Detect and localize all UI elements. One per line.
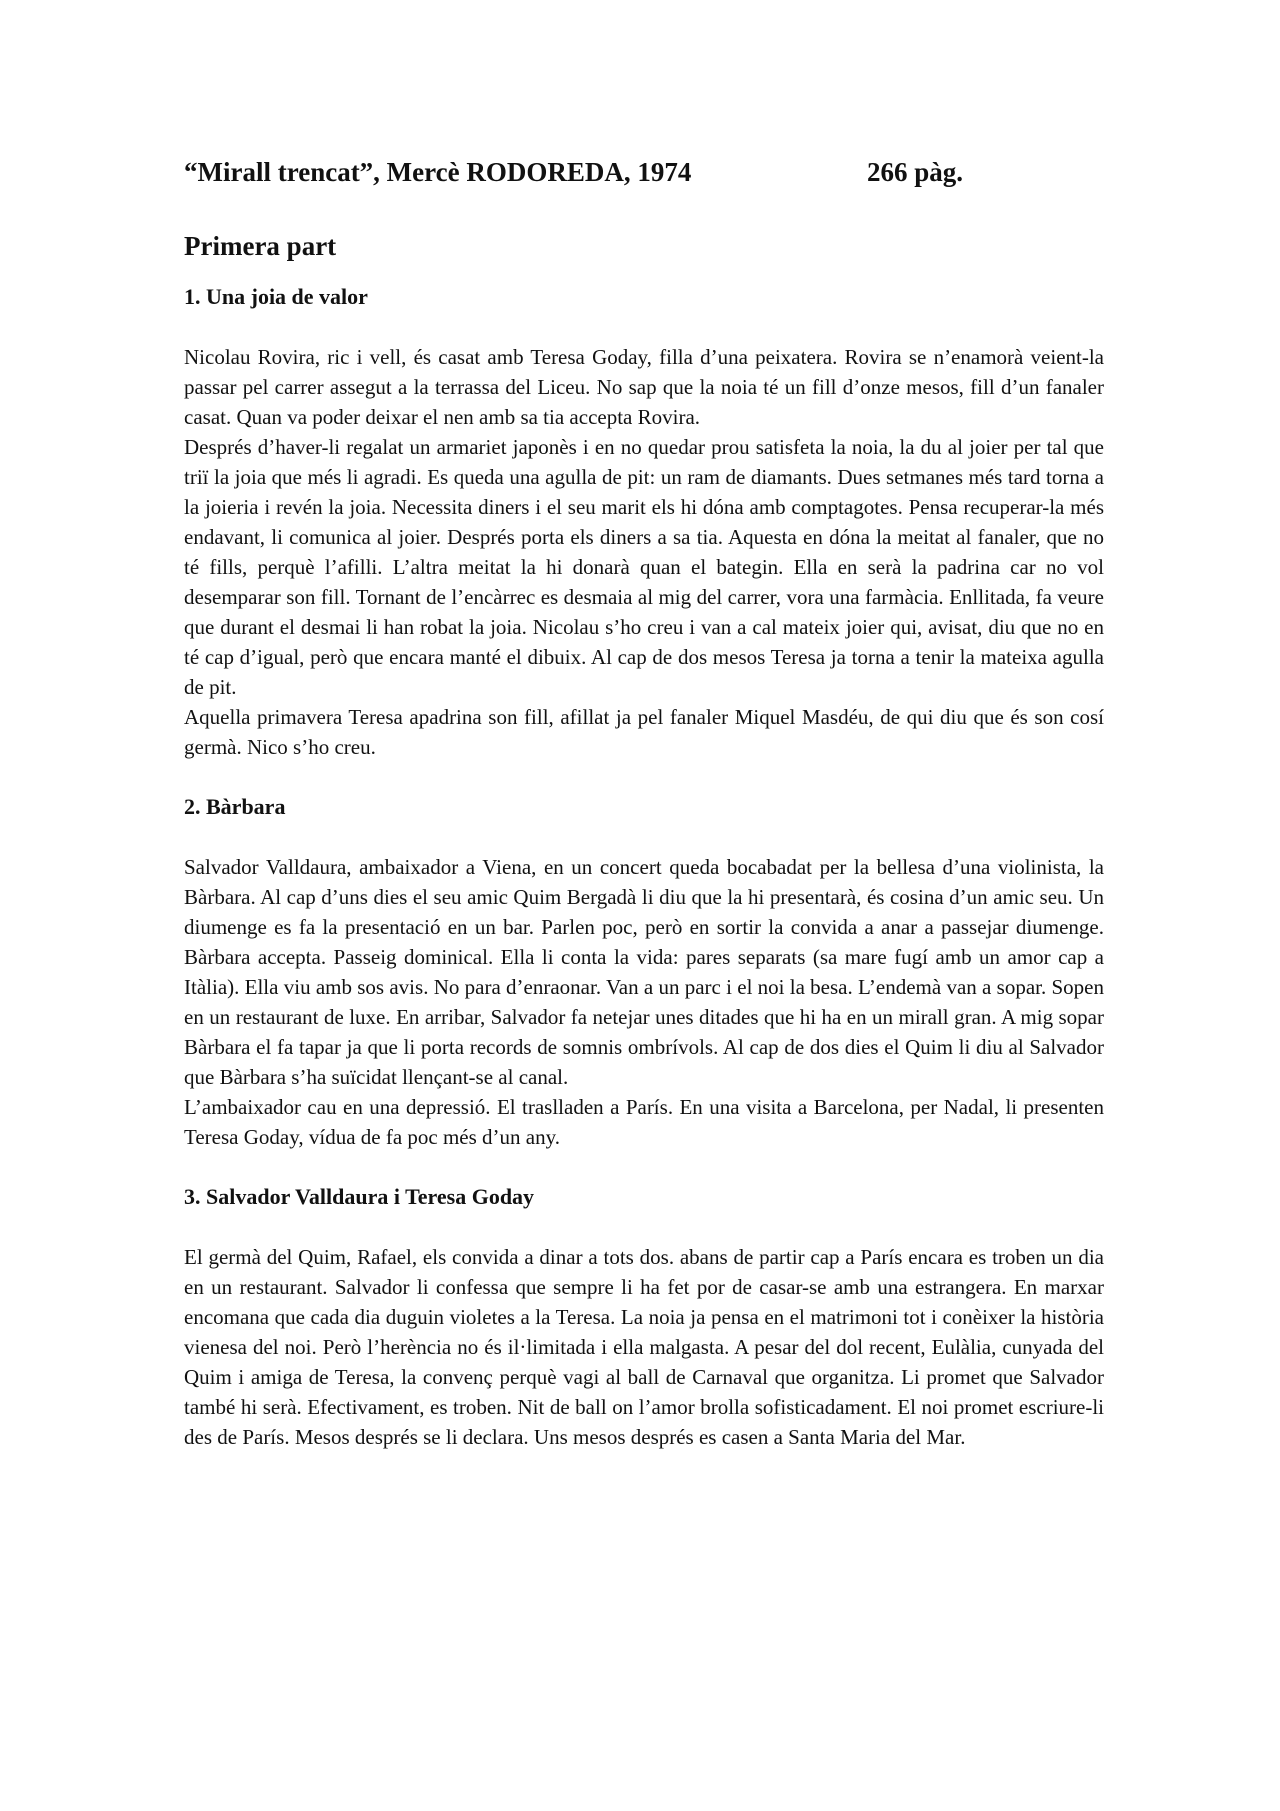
paragraph: Aquella primavera Teresa apadrina son fill, afillat ja pel fanaler Miquel Masdéu, de qui diu que és son cosí germà. Nico s’ho creu. bbox=[184, 705, 1104, 759]
chapter-heading: 1. Una joia de valor bbox=[184, 284, 368, 309]
chapter-body bbox=[184, 852, 1104, 1152]
document-header bbox=[184, 154, 1104, 190]
chapter-body bbox=[184, 1242, 1104, 1452]
document-page bbox=[184, 154, 1104, 1452]
paragraph: Nicolau Rovira, ric i vell, és casat amb Teresa Goday, filla d’una peixatera. Rovira se n’enamorà veient-la passar pel carrer assegut a la terrassa del Liceu. No sap que la noia té un fill d’onze mesos, fill d’un fanaler casat. Quan va poder deixar el nen amb sa tia accepta Rovira. bbox=[184, 345, 1104, 429]
paragraph: El germà del Quim, Rafael, els convida a dinar a tots dos. abans de partir cap a París encara es troben un dia en un restaurant. Salvador li confessa que sempre li ha fet por de casar-se amb una estrangera. En marxar encomana que cada dia duguin violetes a la Teresa. La noia ja pensa en el matrimoni tot i conèixer la història vienesa del noi. Però l’herència no és il·limitada i ella malgasta. A pesar del dol recent, Eulàlia, cunyada del Quim i amiga de Teresa, la convenç perquè vagi al ball de Carnaval que organitza. Li promet que Salvador també hi serà. Efectivament, es troben. Nit de ball on l’amor brolla sofisticadament. El noi promet escriure-li des de París. Mesos després se li declara. Uns mesos després es casen a Santa Maria del Mar. bbox=[184, 1245, 1104, 1449]
paragraph: L’ambaixador cau en una depressió. El traslladen a París. En una visita a Barcelona, per Nadal, li presenten Teresa Goday, vídua de fa poc més d’un any. bbox=[184, 1095, 1104, 1149]
chapter-heading: 3. Salvador Valldaura i Teresa Goday bbox=[184, 1184, 535, 1209]
paragraph: Després d’haver-li regalat un armariet japonès i en no quedar prou satisfeta la noia, la du al joier per tal que triï la joia que més li agradi. Es queda una agulla de pit: un ram de diamants. Dues setmanes més tard torna a la joieria i revén la joia. Necessita diners i el seu marit els hi dóna amb comptagotes. Pensa recuperar-la més endavant, li comunica al joier. Després porta els diners a sa tia. Aquesta en dóna la meitat al fanaler, que no té fills, perquè l’afilli. L’altra meitat la hi donarà quan el bategin. Ella en serà la padrina car no vol desemparar son fill. Tornant de l’encàrrec es desmaia al mig del carrer, vora una farmàcia. Enllitada, fa veure que durant el desmai li han robat la joia. Nicolau s’ho creu i van a cal mateix joier qui, avisat, diu que no en té cap d’igual, però que encara manté el dibuix. Al cap de dos mesos Teresa ja torna a tenir la mateixa agulla de pit. bbox=[184, 435, 1104, 699]
chapter-3 bbox=[184, 1182, 1104, 1452]
chapter-2 bbox=[184, 792, 1104, 1152]
part-heading: Primera part bbox=[184, 231, 337, 261]
page-count: 266 pàg. bbox=[867, 157, 964, 187]
book-title: “Mirall trencat”, Mercè RODOREDA, 1974 bbox=[184, 157, 692, 187]
chapter-heading: 2. Bàrbara bbox=[184, 794, 286, 819]
chapter-body bbox=[184, 342, 1104, 762]
chapter-1 bbox=[184, 282, 1104, 762]
paragraph: Salvador Valldaura, ambaixador a Viena, en un concert queda bocabadat per la bellesa d’una violinista, la Bàrbara. Al cap d’uns dies el seu amic Quim Bergadà li diu que la hi presentarà, és cosina d’un amic seu. Un diumenge es fa la presentació en un bar. Parlen poc, però en sortir la convida a anar a passejar diumenge. Bàrbara accepta. Passeig dominical. Ella li conta la vida: pares separats (sa mare fugí amb un amor cap a Itàlia). Ella viu amb sos avis. No para d’enraonar. Van a un parc i el noi la besa. L’endemà van a sopar. Sopen en un restaurant de luxe. En arribar, Salvador fa netejar unes ditades que hi ha en un mirall gran. A mig sopar Bàrbara el fa tapar ja que li porta records de somnis ombrívols. Al cap de dos dies el Quim li diu al Salvador que Bàrbara s’ha suïcidat llençant-se al canal. bbox=[184, 855, 1104, 1089]
